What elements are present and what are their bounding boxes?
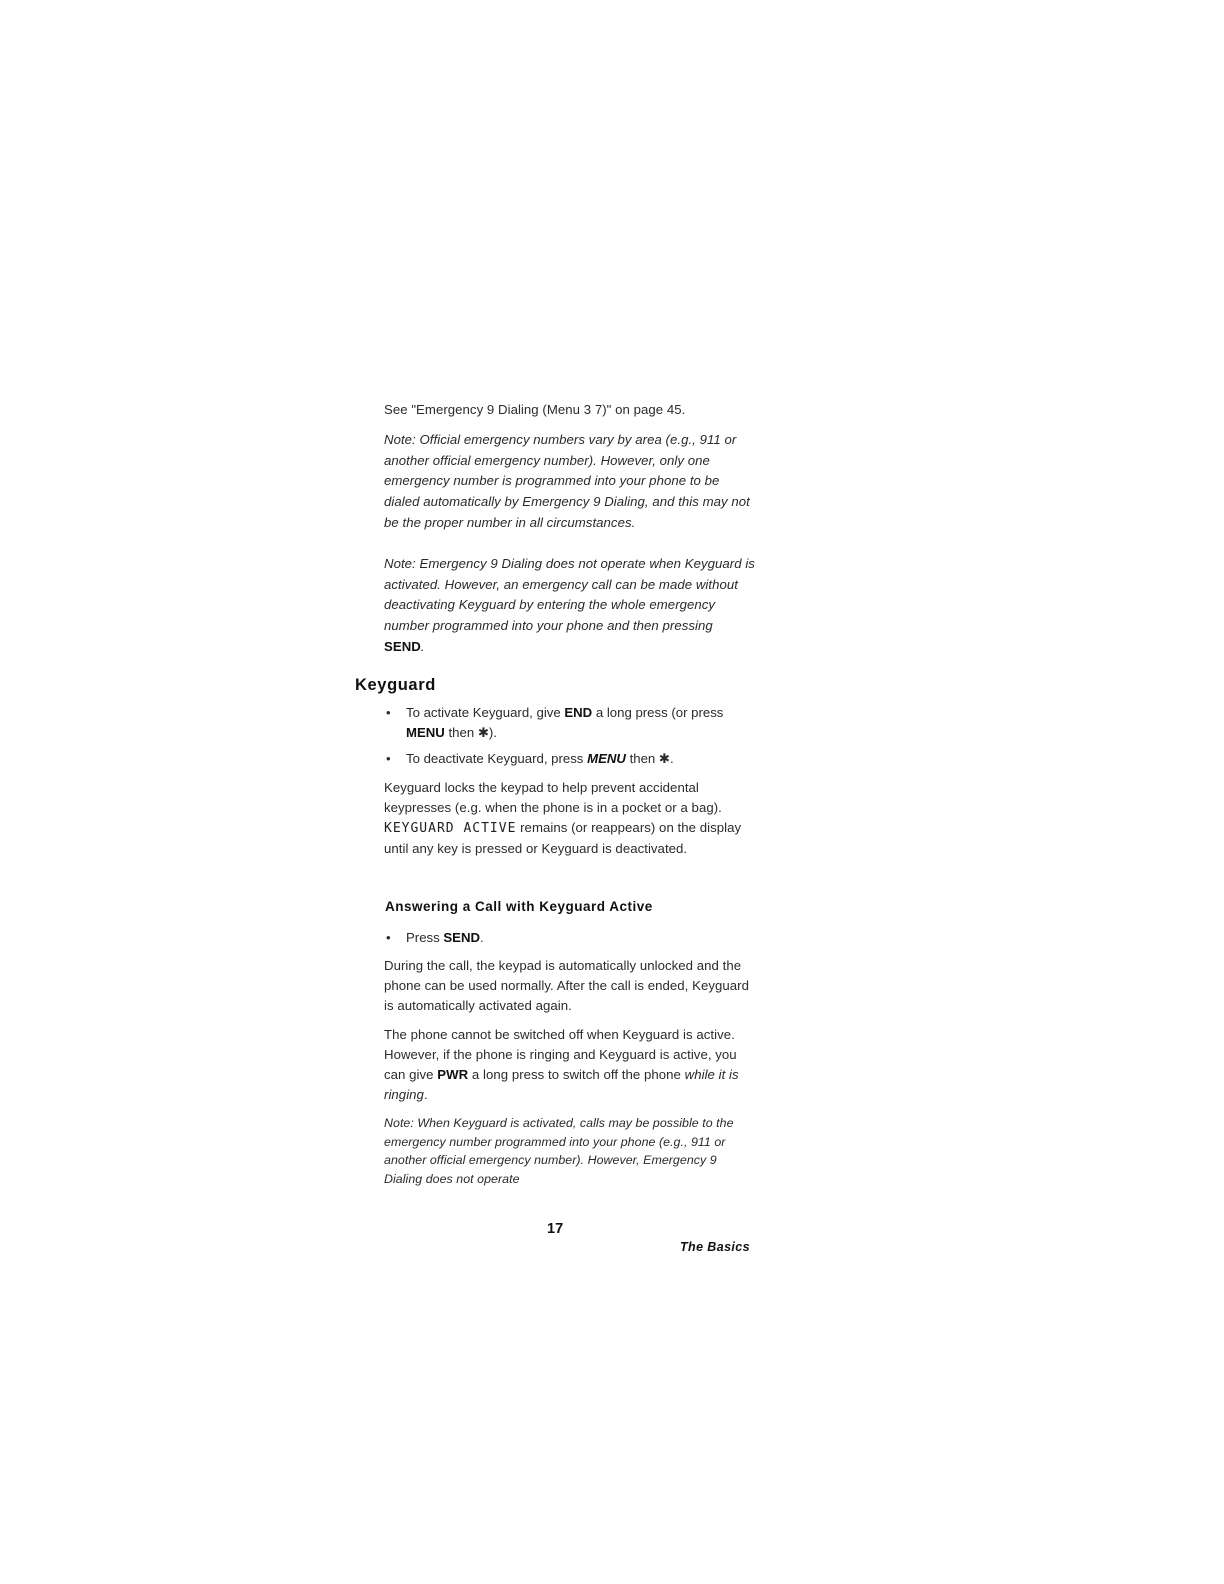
end-key-label: END bbox=[564, 705, 593, 720]
keyguard-heading: Keyguard bbox=[355, 676, 436, 694]
keyguard-desc-post: remains (or reappears) on the display until any key is pressed or Keyguard is deactivated. bbox=[384, 820, 742, 856]
bullet-activate-keyguard bbox=[386, 703, 746, 743]
bullet-dot: • bbox=[386, 930, 391, 945]
bullet-press-send bbox=[386, 928, 746, 948]
cannot-switch-text: The phone cannot be switched off when Keyguard is active. However, if the phone is ringing and Keyguard is active, you can give bbox=[384, 1027, 737, 1082]
see-reference: See "Emergency 9 Dialing (Menu 3 7)" on page 45. bbox=[384, 402, 686, 417]
bullet-activate-text: To activate Keyguard, give bbox=[406, 705, 565, 720]
menu-key-label: MENU bbox=[587, 751, 626, 766]
bullet-dot: • bbox=[386, 705, 391, 720]
bullet-deactivate-keyguard bbox=[386, 749, 746, 769]
bullet-dot: • bbox=[386, 751, 391, 766]
display-keyguard-active: KEYGUARD ACTIVE bbox=[384, 821, 517, 836]
bullet-activate-post: then ✱). bbox=[444, 725, 497, 740]
during-call-paragraph: During the call, the keypad is automatically unlocked and the phone can be used normally. After the call is ended, Keyguard is automatically activated again. bbox=[384, 958, 749, 1013]
answering-call-heading: Answering a Call with Keyguard Active bbox=[385, 899, 653, 914]
note-official-numbers: Note: Official emergency numbers vary by area (e.g., 911 or another official emergency number). However, only one emergency number is programmed into your phone to be dialed automatically by Emergency 9 Dialing, and this may not be the proper number in all circumstances. bbox=[384, 432, 750, 530]
menu-key-label: MENU bbox=[406, 725, 445, 740]
cannot-switch-post: . bbox=[423, 1087, 428, 1102]
send-key-label: SEND bbox=[384, 638, 421, 654]
bullet-deactivate-post: then ✱. bbox=[625, 751, 674, 766]
bullet-press-post: . bbox=[480, 930, 484, 945]
cannot-switch-mid: a long press to switch off the phone bbox=[468, 1067, 685, 1082]
page-number: 17 bbox=[547, 1221, 564, 1237]
keyguard-description bbox=[384, 778, 756, 859]
bullet-deactivate-text: To deactivate Keyguard, press bbox=[406, 751, 588, 766]
note-keyguard-calls: Note: When Keyguard is activated, calls may be possible to the emergency number programmed into your phone (e.g., 911 or another official emergency number). However, Emergency 9 Dialing does not operate bbox=[384, 1116, 734, 1186]
keyguard-desc-text: Keyguard locks the keypad to help prevent accidental keypresses (e.g. when the phone is in a pocket or a bag). bbox=[384, 780, 722, 815]
bullet-press-text: Press bbox=[406, 930, 444, 945]
footer-section-title: The Basics bbox=[680, 1240, 751, 1254]
pwr-key-label: PWR bbox=[437, 1067, 469, 1082]
cannot-switch-off-paragraph bbox=[384, 1025, 756, 1105]
send-key-label: SEND bbox=[443, 930, 481, 945]
bullet-activate-mid: a long press (or press bbox=[592, 705, 724, 720]
while-ringing-text: while it is ringing bbox=[384, 1067, 739, 1102]
note-keyguard-end: . bbox=[420, 638, 425, 654]
note-keyguard-emergency bbox=[384, 554, 756, 658]
note-keyguard-text: Note: Emergency 9 Dialing does not operate when Keyguard is activated. However, an emergency call can be made without deactivating Keyguard by entering the whole emergency number programmed into your phone and then pressing bbox=[384, 556, 755, 634]
